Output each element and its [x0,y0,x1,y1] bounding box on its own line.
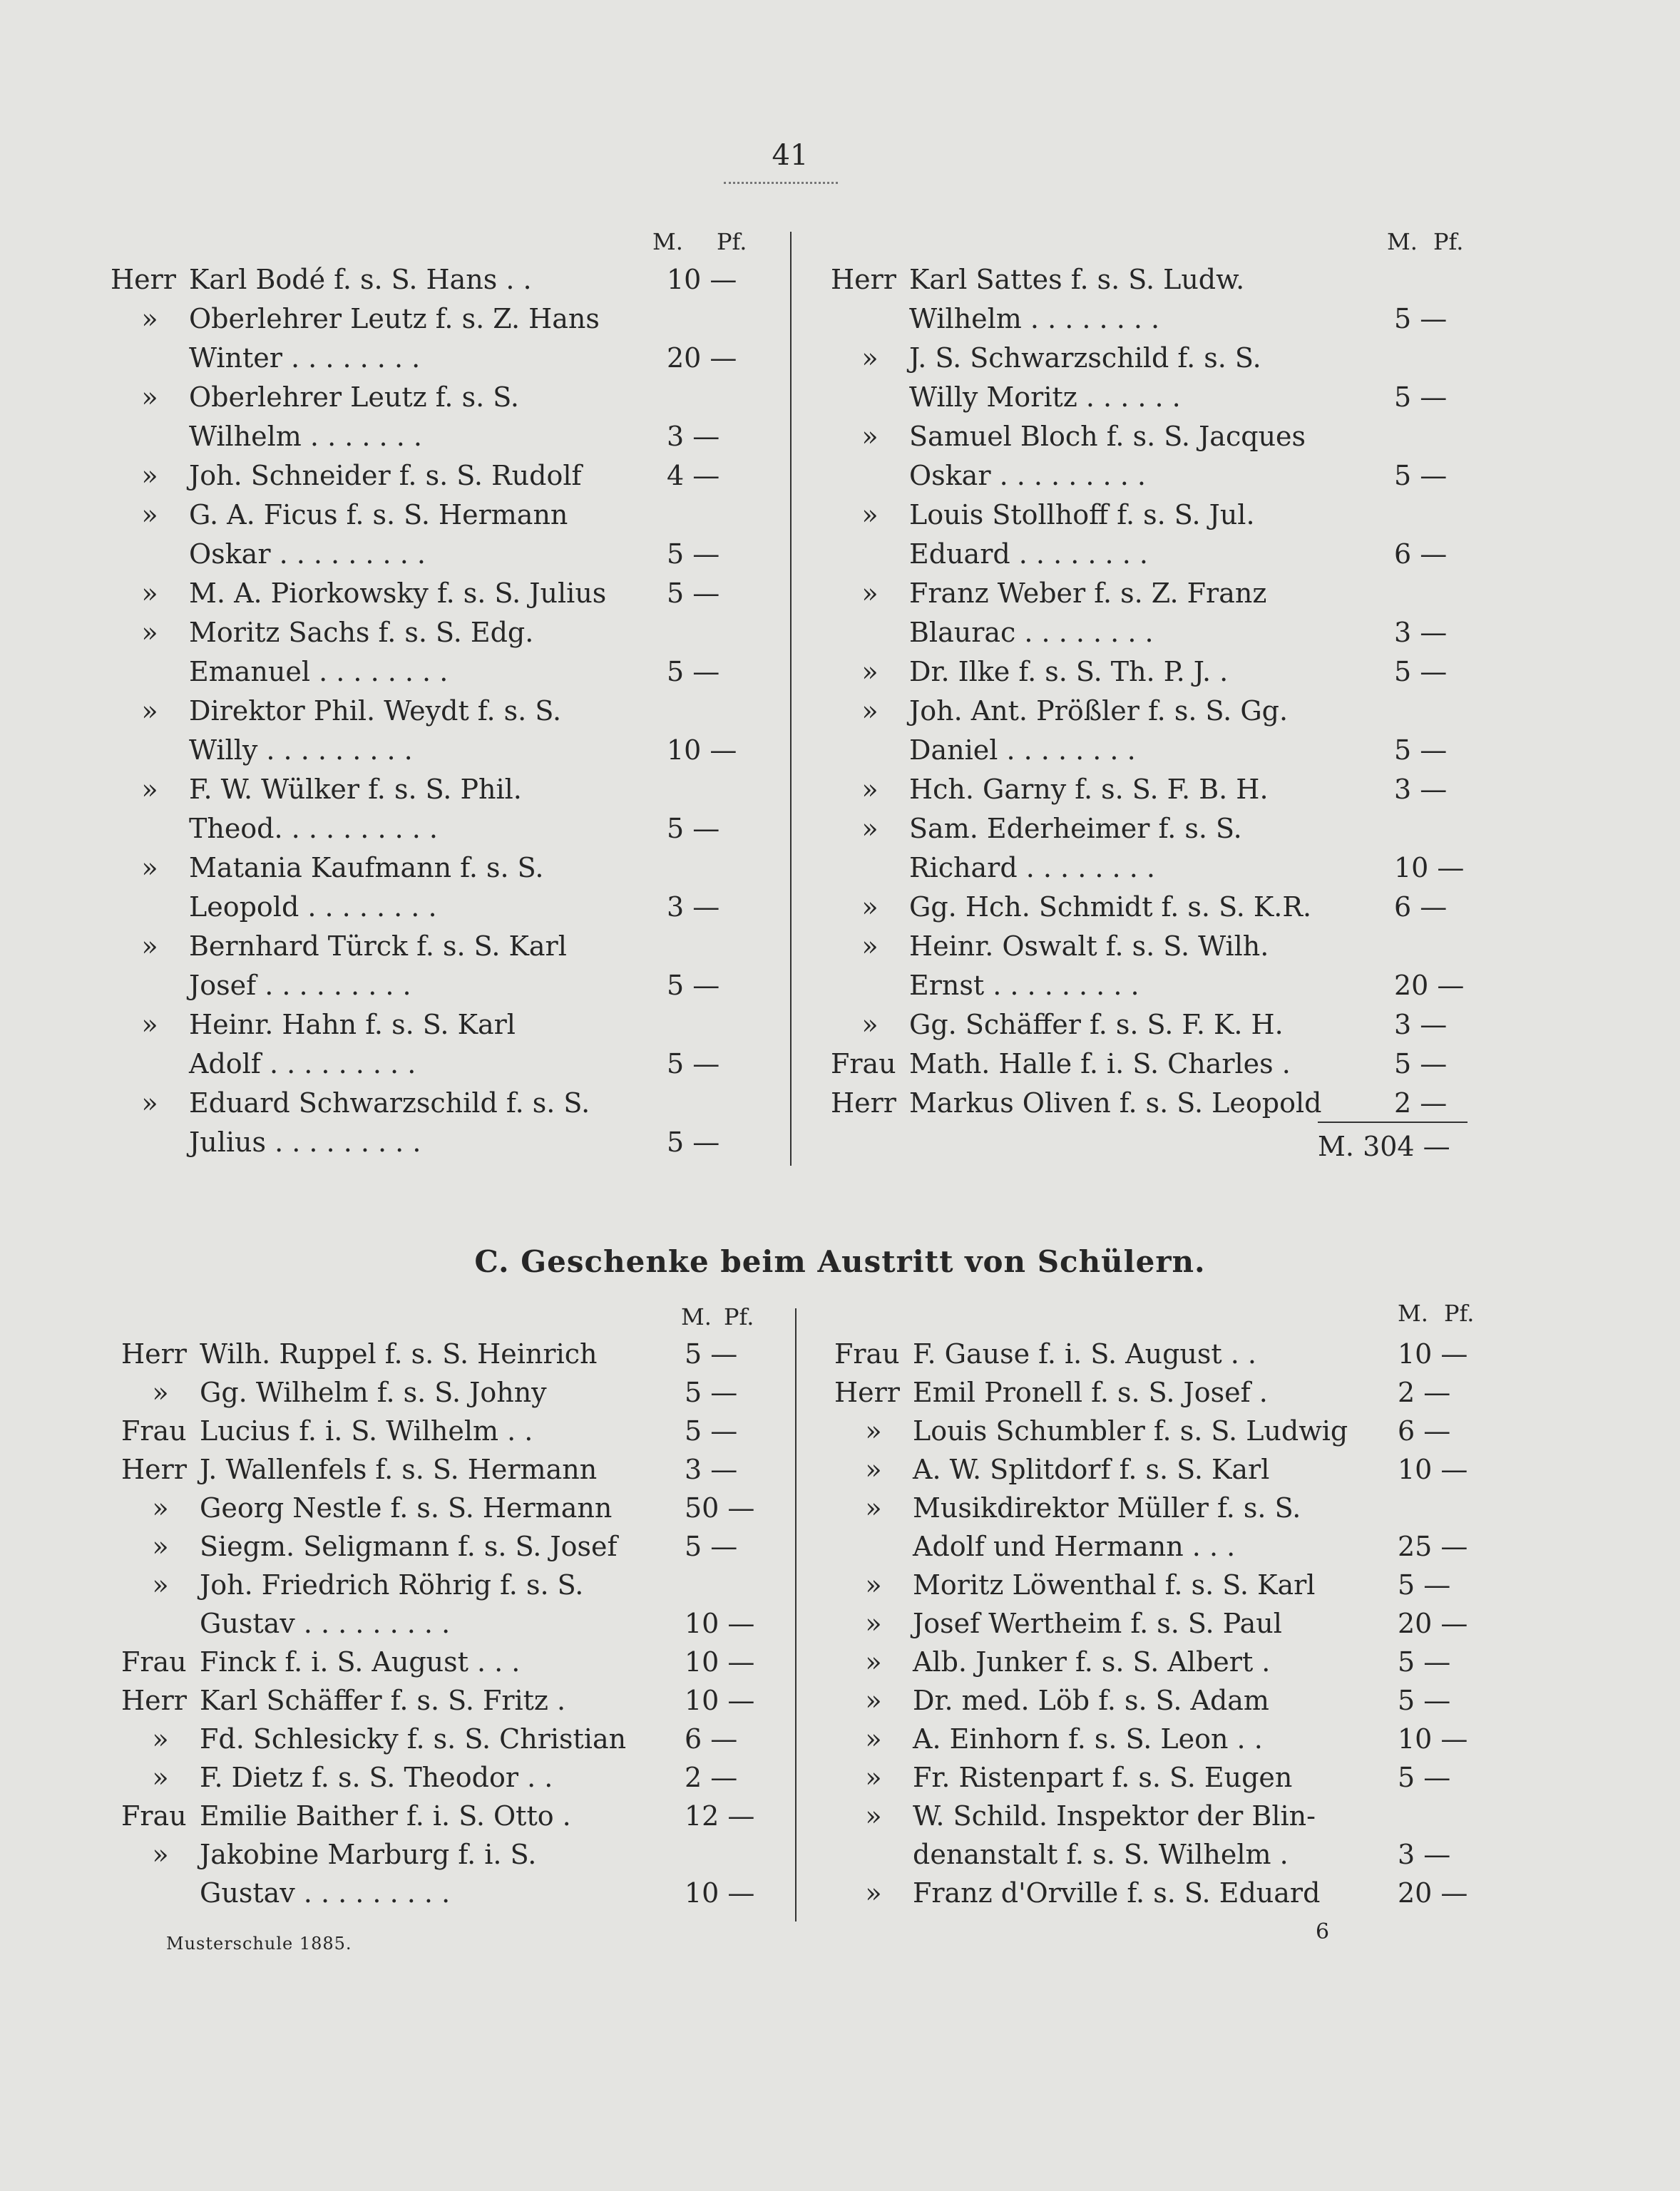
donor-text: Oskar . . . . . . . . . [189,538,426,570]
donor-text: Gg. Hch. Schmidt f. s. S. K.R. [909,891,1312,923]
donor-text: Gustav . . . . . . . . . [200,1608,451,1639]
donor-text: Adolf . . . . . . . . . [189,1048,416,1079]
ledger-entry [831,966,1494,1005]
donor-text: Josef Wertheim f. s. S. Paul [913,1608,1282,1639]
ledger-entry [111,1005,767,1045]
donor-text: Eduard Schwarzschild f. s. S. [189,1087,590,1119]
header-pf: Pf. [1433,228,1464,255]
amount: 5 — [667,970,720,1001]
amount: 6 — [1394,891,1448,923]
ditto-mark: » [861,1009,879,1040]
ledger-entry [111,927,767,966]
donor-text: M. A. Piorkowsky f. s. S. Julius [189,578,607,609]
ditto-mark: » [152,1492,169,1524]
amount: 5 — [685,1415,738,1447]
honorific: Frau [121,1800,187,1832]
honorific: Herr [831,1087,896,1119]
donor-text: Siegm. Seligmann f. s. S. Josef [200,1531,618,1562]
donor-text: A. Einhorn f. s. S. Leon . . [913,1723,1263,1755]
ditto-mark: » [141,1009,158,1040]
ledger-entry [834,1566,1497,1604]
ledger-entry [111,260,767,299]
amount: 50 — [685,1492,755,1524]
donor-text: J. Wallenfels f. s. S. Hermann [200,1454,598,1485]
ledger-entry [831,378,1494,417]
donor-text: Moritz Löwenthal f. s. S. Karl [913,1569,1316,1601]
amount: 3 — [1394,1009,1448,1040]
ditto-mark: » [861,813,879,844]
ledger-entry [834,1797,1497,1835]
amount: 5 — [1394,303,1448,334]
ditto-mark: » [152,1377,169,1408]
amount: 4 — [667,460,720,491]
honorific: Herr [121,1685,187,1716]
ledger-entry [121,1489,777,1527]
donor-text: Gg. Schäffer f. s. S. F. K. H. [909,1009,1284,1040]
header-pf: Pf. [724,1303,754,1330]
ditto-mark: » [861,499,879,530]
donor-text: Sam. Ederheimer f. s. S. [909,813,1242,844]
donor-text: Leopold . . . . . . . . [189,891,437,923]
amount: 6 — [685,1723,738,1755]
amount: 3 — [1394,617,1448,648]
amount: 5 — [1394,656,1448,687]
amount: 3 — [1398,1839,1451,1870]
ditto-mark: » [865,1723,882,1755]
ditto-mark: » [141,852,158,883]
amount: 5 — [667,1127,720,1158]
amount: 10 — [685,1608,755,1639]
ditto-mark: » [861,930,879,962]
ledger-entry [121,1373,777,1412]
ledger-entry [834,1412,1497,1450]
footer-imprint: Musterschule 1885. [166,1934,352,1954]
ditto-mark: » [141,774,158,805]
column-divider [790,232,792,1166]
ledger-entry [111,496,767,535]
donor-text: Franz d'Orville f. s. S. Eduard [913,1877,1321,1909]
ditto-mark: » [152,1723,169,1755]
ledger-entry [834,1373,1497,1412]
amount: 10 — [685,1646,755,1678]
ledger-entry [831,692,1494,731]
ledger-entry [111,1084,767,1123]
ledger-entry [121,1643,777,1681]
donor-text: Dr. med. Löb f. s. S. Adam [913,1685,1269,1716]
donor-text: F. W. Wülker f. s. S. Phil. [189,774,522,805]
ledger-entry [111,299,767,339]
amount: 20 — [1398,1877,1468,1909]
donor-text: Wilhelm . . . . . . . . [909,303,1160,334]
ditto-mark: » [152,1762,169,1793]
amount: 5 — [1394,1048,1448,1079]
ledger-entry [834,1335,1497,1373]
ledger-entry [831,299,1494,339]
ditto-mark: » [865,1569,882,1601]
ledger-entry [831,417,1494,456]
amount: 5 — [1398,1569,1451,1601]
header-mark: M. [1387,228,1418,255]
ledger-entry [834,1604,1497,1643]
ledger-entry [121,1720,777,1758]
amount: 5 — [1394,381,1448,413]
section-b-total: M. 304 — [1318,1131,1450,1162]
ditto-mark: » [865,1415,882,1447]
donor-text: Jakobine Marburg f. i. S. [200,1839,537,1870]
donor-text: Oskar . . . . . . . . . [909,460,1146,491]
ledger-entry [121,1681,777,1720]
donor-text: denanstalt f. s. S. Wilhelm . [913,1839,1289,1870]
header-mark: M. [681,1303,712,1330]
ditto-mark: » [865,1492,882,1524]
amount: 10 — [1398,1338,1468,1370]
ditto-mark: » [861,656,879,687]
ledger-entry [121,1566,777,1604]
ditto-mark: » [141,930,158,962]
donor-text: Julius . . . . . . . . . [189,1127,421,1158]
amount: 5 — [1394,734,1448,766]
donor-text: G. A. Ficus f. s. S. Hermann [189,499,568,530]
donor-text: Eduard . . . . . . . . [909,538,1148,570]
section-b-left-column [111,260,767,1162]
amount: 2 — [685,1762,738,1793]
donor-text: Finck f. i. S. August . . . [200,1646,521,1678]
ledger-entry [121,1527,777,1566]
section-c-left-column [121,1335,777,1912]
donor-text: Fd. Schlesicky f. s. S. Christian [200,1723,627,1755]
ledger-entry [831,731,1494,770]
amount: 6 — [1394,538,1448,570]
amount: 5 — [685,1377,738,1408]
amount: 5 — [1398,1685,1451,1716]
ledger-entry [831,1005,1494,1045]
ledger-entry [111,809,767,848]
ledger-entry [121,1604,777,1643]
ledger-entry [121,1797,777,1835]
ledger-entry [831,1045,1494,1084]
section-c-title: C. Geschenke beim Austritt von Schülern. [474,1244,1206,1279]
ledger-entry [111,966,767,1005]
donor-text: Hch. Garny f. s. S. F. B. H. [909,774,1269,805]
ditto-mark: » [861,421,879,452]
donor-text: Adolf und Hermann . . . [913,1531,1236,1562]
ditto-mark: » [865,1800,882,1832]
amount: 10 — [685,1877,755,1909]
donor-text: Lucius f. i. S. Wilhelm . . [200,1415,533,1447]
ditto-mark: » [865,1608,882,1639]
ledger-entry [111,692,767,731]
amount: 20 — [667,342,737,374]
amount: 5 — [1394,460,1448,491]
ditto-mark: » [141,695,158,727]
donor-text: Musikdirektor Müller f. s. S. [913,1492,1301,1524]
donor-text: Samuel Bloch f. s. S. Jacques [909,421,1306,452]
donor-text: Markus Oliven f. s. S. Leopold [909,1087,1322,1119]
ditto-mark: » [861,342,879,374]
ditto-mark: » [141,303,158,334]
amount: 10 — [685,1685,755,1716]
donor-text: Theod. . . . . . . . . . [189,813,439,844]
donor-text: A. W. Splitdorf f. s. S. Karl [913,1454,1270,1485]
donor-text: Emanuel . . . . . . . . [189,656,449,687]
amount: 2 — [1394,1087,1448,1119]
donor-text: Karl Schäffer f. s. S. Fritz . [200,1685,566,1716]
donor-text: Louis Stollhoff f. s. S. Jul. [909,499,1255,530]
ledger-entry [121,1758,777,1797]
ledger-entry [831,1084,1494,1123]
ditto-mark: » [152,1531,169,1562]
amount: 20 — [1398,1608,1468,1639]
donor-text: Willy Moritz . . . . . . [909,381,1181,413]
ditto-mark: » [861,578,879,609]
amount: 3 — [667,421,720,452]
ditto-mark: » [141,617,158,648]
ditto-mark: » [865,1762,882,1793]
donor-text: Georg Nestle f. s. S. Hermann [200,1492,613,1524]
ledger-entry [111,456,767,496]
donor-text: Ernst . . . . . . . . . [909,970,1139,1001]
ledger-entry [834,1643,1497,1681]
donor-text: Matania Kaufmann f. s. S. [189,852,544,883]
honorific: Frau [121,1646,187,1678]
ledger-entry [121,1450,777,1489]
donor-text: Franz Weber f. s. Z. Franz [909,578,1267,609]
section-c-right-column [834,1335,1497,1912]
ledger-entry [111,1045,767,1084]
ledger-entry [834,1450,1497,1489]
ledger-entry [121,1874,777,1912]
donor-text: Emilie Baither f. i. S. Otto . [200,1800,571,1832]
donor-text: Oberlehrer Leutz f. s. S. [189,381,519,413]
amount: 20 — [1394,970,1465,1001]
amount: 10 — [1398,1454,1468,1485]
ledger-entry [121,1335,777,1373]
donor-text: Moritz Sachs f. s. S. Edg. [189,617,534,648]
header-pf: Pf. [717,228,747,255]
amount: 10 — [667,734,737,766]
donor-text: Bernhard Türck f. s. S. Karl [189,930,567,962]
amount: 6 — [1398,1415,1451,1447]
ledger-entry [111,535,767,574]
donor-text: Willy . . . . . . . . . [189,734,413,766]
amount: 10 — [667,264,737,295]
page-number-rule [724,182,838,184]
amount: 5 — [1398,1646,1451,1678]
donor-text: Louis Schumbler f. s. S. Ludwig [913,1415,1348,1447]
ledger-entry [834,1835,1497,1874]
ledger-entry [834,1527,1497,1566]
amount: 5 — [667,1048,720,1079]
donor-text: Joh. Ant. Prößler f. s. S. Gg. [909,695,1289,727]
header-mark: M. [1398,1300,1428,1327]
ledger-entry [111,339,767,378]
honorific: Frau [834,1338,900,1370]
ledger-entry [834,1681,1497,1720]
ditto-mark: » [141,578,158,609]
ditto-mark: » [861,774,879,805]
donor-text: Heinr. Oswalt f. s. S. Wilh. [909,930,1269,962]
amount: 5 — [1398,1762,1451,1793]
honorific: Herr [111,264,176,295]
ditto-mark: » [141,499,158,530]
ledger-entry [834,1489,1497,1527]
ditto-mark: » [152,1839,169,1870]
amount: 10 — [1398,1723,1468,1755]
donor-text: Joh. Schneider f. s. S. Rudolf [189,460,582,491]
ledger-entry [111,731,767,770]
amount: 12 — [685,1800,755,1832]
header-mark: M. [652,228,683,255]
ledger-entry [111,770,767,809]
donor-text: Blaurac . . . . . . . . [909,617,1154,648]
ledger-entry [831,456,1494,496]
honorific: Herr [121,1338,187,1370]
ledger-entry [831,574,1494,613]
donor-text: Heinr. Hahn f. s. S. Karl [189,1009,516,1040]
ditto-mark: » [865,1685,882,1716]
ledger-entry [831,535,1494,574]
total-rule [1318,1122,1468,1123]
amount: 5 — [667,538,720,570]
donor-text: Fr. Ristenpart f. s. S. Eugen [913,1762,1293,1793]
ditto-mark: » [152,1569,169,1601]
amount: 2 — [1398,1377,1451,1408]
donor-text: F. Dietz f. s. S. Theodor . . [200,1762,553,1793]
amount: 5 — [685,1338,738,1370]
ledger-entry [111,613,767,652]
ledger-entry [831,927,1494,966]
donor-text: Math. Halle f. i. S. Charles . [909,1048,1291,1079]
ditto-mark: » [861,891,879,923]
donor-text: Wilh. Ruppel f. s. S. Heinrich [200,1338,598,1370]
ledger-entry [831,652,1494,692]
ledger-entry [831,496,1494,535]
amount: 10 — [1394,852,1465,883]
amount: 5 — [685,1531,738,1562]
ledger-entry [111,378,767,417]
donor-text: Richard . . . . . . . . [909,852,1155,883]
ledger-entry [121,1835,777,1874]
donor-text: Gustav . . . . . . . . . [200,1877,451,1909]
ledger-entry [111,417,767,456]
section-b-right-column [831,260,1494,1123]
donor-text: Daniel . . . . . . . . [909,734,1136,766]
ditto-mark: » [861,695,879,727]
donor-text: Emil Pronell f. s. S. Josef . [913,1377,1268,1408]
signature-mark: 6 [1316,1919,1330,1944]
header-pf: Pf. [1444,1300,1475,1327]
amount: 25 — [1398,1531,1468,1562]
ledger-entry [831,260,1494,299]
ledger-entry [111,888,767,927]
ledger-entry [121,1412,777,1450]
page-number: 41 [772,139,809,172]
honorific: Herr [831,264,896,295]
amount: 5 — [667,578,720,609]
ledger-entry [834,1720,1497,1758]
ledger-entry [111,848,767,888]
column-divider [795,1308,797,1921]
honorific: Herr [121,1454,187,1485]
honorific: Frau [121,1415,187,1447]
ledger-entry [111,574,767,613]
donor-text: Direktor Phil. Weydt f. s. S. [189,695,562,727]
ledger-entry [831,770,1494,809]
ditto-mark: » [141,460,158,491]
ledger-entry [834,1758,1497,1797]
ledger-entry [834,1874,1497,1912]
amount: 5 — [667,656,720,687]
ditto-mark: » [865,1877,882,1909]
ditto-mark: » [141,1087,158,1119]
amount: 3 — [685,1454,738,1485]
donor-text: Wilhelm . . . . . . . [189,421,422,452]
ditto-mark: » [865,1454,882,1485]
ledger-entry [111,652,767,692]
ledger-entry [831,848,1494,888]
ledger-entry [831,888,1494,927]
donor-text: Oberlehrer Leutz f. s. Z. Hans [189,303,600,334]
honorific: Herr [834,1377,900,1408]
donor-text: Karl Sattes f. s. S. Ludw. [909,264,1245,295]
amount: 3 — [667,891,720,923]
ledger-entry [111,1123,767,1162]
donor-text: Josef . . . . . . . . . [189,970,411,1001]
donor-text: Gg. Wilhelm f. s. S. Johny [200,1377,547,1408]
donor-text: Winter . . . . . . . . [189,342,421,374]
ditto-mark: » [141,381,158,413]
donor-text: F. Gause f. i. S. August . . [913,1338,1256,1370]
ditto-mark: » [865,1646,882,1678]
donor-text: Karl Bodé f. s. S. Hans . . [189,264,532,295]
amount: 3 — [1394,774,1448,805]
donor-text: J. S. Schwarzschild f. s. S. [909,342,1261,374]
ledger-entry [831,339,1494,378]
honorific: Frau [831,1048,896,1079]
donor-text: W. Schild. Inspektor der Blin- [913,1800,1316,1832]
donor-text: Alb. Junker f. s. S. Albert . [913,1646,1271,1678]
ledger-entry [831,809,1494,848]
ledger-entry [831,613,1494,652]
donor-text: Dr. Ilke f. s. S. Th. P. J. . [909,656,1229,687]
amount: 5 — [667,813,720,844]
donor-text: Joh. Friedrich Röhrig f. s. S. [200,1569,584,1601]
